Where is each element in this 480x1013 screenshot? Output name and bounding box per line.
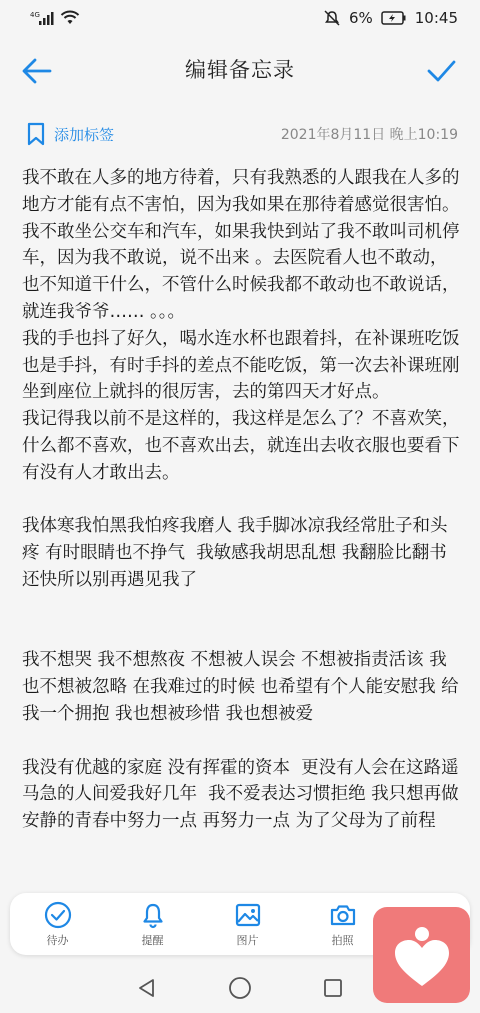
- confirm-check-icon[interactable]: [424, 54, 458, 88]
- todo-button[interactable]: [28, 901, 88, 948]
- nav-back-button[interactable]: [132, 973, 162, 1003]
- note-paragraph: [22, 621, 460, 648]
- nav-home-button[interactable]: [225, 973, 255, 1003]
- note-paragraph: 我的手也抖了好久，喝水连水杯也跟着抖，在补课班吃饭也是手抖，有时手抖的差点不能吃饭，第一次去补课班刚坐到座位上就抖的很厉害，去的第四天才好点。: [22, 328, 460, 403]
- reminder-label: 提醒: [141, 933, 164, 947]
- note-paragraph: 我体寒我怕黑我怕疼我磨人 我手脚冰凉我经常肚子和头疼 有时眼睛也不挣气 我敏感我胡思乱想 我翻脸比翻书还快所以别再遇见我了: [22, 516, 448, 590]
- svg-text:4G: 4G: [30, 11, 40, 19]
- signal-icon: [30, 10, 56, 26]
- back-arrow-icon[interactable]: [20, 54, 54, 88]
- image-label: 图片: [236, 933, 259, 947]
- camera-label: 拍照: [331, 933, 354, 947]
- battery-icon: [381, 11, 407, 25]
- system-nav-bar: [0, 963, 480, 1013]
- status-bar: [0, 0, 480, 36]
- note-paragraph: 我记得我以前不是这样的，我这样是怎么了？不喜欢笑，什么都不喜欢，也不喜欢出去，就连出去收衣服也要看下有没有人才敢出去。: [22, 409, 460, 483]
- check-circle-icon: [44, 901, 72, 929]
- image-button[interactable]: [218, 901, 278, 948]
- app-header: [0, 36, 480, 102]
- clock: 10:45: [414, 9, 458, 27]
- triangle-back-icon: [136, 977, 158, 999]
- mute-icon: [323, 9, 341, 27]
- bell-icon: [139, 901, 167, 929]
- wifi-icon: [60, 10, 80, 26]
- note-paragraph: [22, 594, 460, 621]
- status-bar-left: [30, 10, 80, 26]
- square-recents-icon: [322, 977, 344, 999]
- add-tag-button[interactable]: [26, 122, 114, 146]
- status-bar-right: [323, 9, 458, 27]
- note-paragraph: 我不想哭 我不想熬夜 不想被人误会 不想被指责活该 我也不想被忽略 在我难过的时候 也希望有个人能安慰我 给我一个拥抱 我也想被珍惜 我也想被爱: [22, 650, 459, 724]
- note-paragraph: [22, 728, 460, 755]
- add-tag-label: 添加标签: [54, 125, 115, 144]
- camera-button[interactable]: [313, 901, 373, 948]
- todo-label: 待办: [46, 933, 69, 947]
- note-paragraph: 我没有优越的家庭 没有挥霍的资本 更没有人会在这路遥马急的人间爱我好几年 我不爱表达习惯拒绝 我只想再做安静的青春中努力一点 再努力一点 为了父母为了前程: [22, 757, 459, 832]
- nav-recents-button[interactable]: [318, 973, 348, 1003]
- note-paragraph: 我不敢在人多的地方待着，只有我熟悉的人跟我在人多的地方才能有点不害怕，因为我如果在那待着感觉很害怕。我不敢坐公交车和汽车，如果我快到站了我不敢叫司机停车，因为我不敢说，说不出来 。去医院看人也不敢动，也不知道干什么，不管什么时候我都不敢动也不敢说话，就连我爷爷…… 。。。: [22, 168, 460, 322]
- page-title: 编辑备忘录: [185, 58, 295, 82]
- image-icon: [234, 901, 262, 929]
- battery-percent: 6%: [348, 9, 373, 27]
- reminder-button[interactable]: [123, 901, 183, 948]
- camera-icon: [329, 901, 357, 929]
- note-meta-row: [0, 114, 480, 154]
- note-text-area[interactable]: [22, 165, 460, 835]
- circle-home-icon: [228, 976, 252, 1000]
- note-timestamp: 2021年8月11日 晚上10:19: [280, 127, 458, 143]
- bookmark-icon: [26, 122, 46, 146]
- note-paragraph: [22, 487, 460, 514]
